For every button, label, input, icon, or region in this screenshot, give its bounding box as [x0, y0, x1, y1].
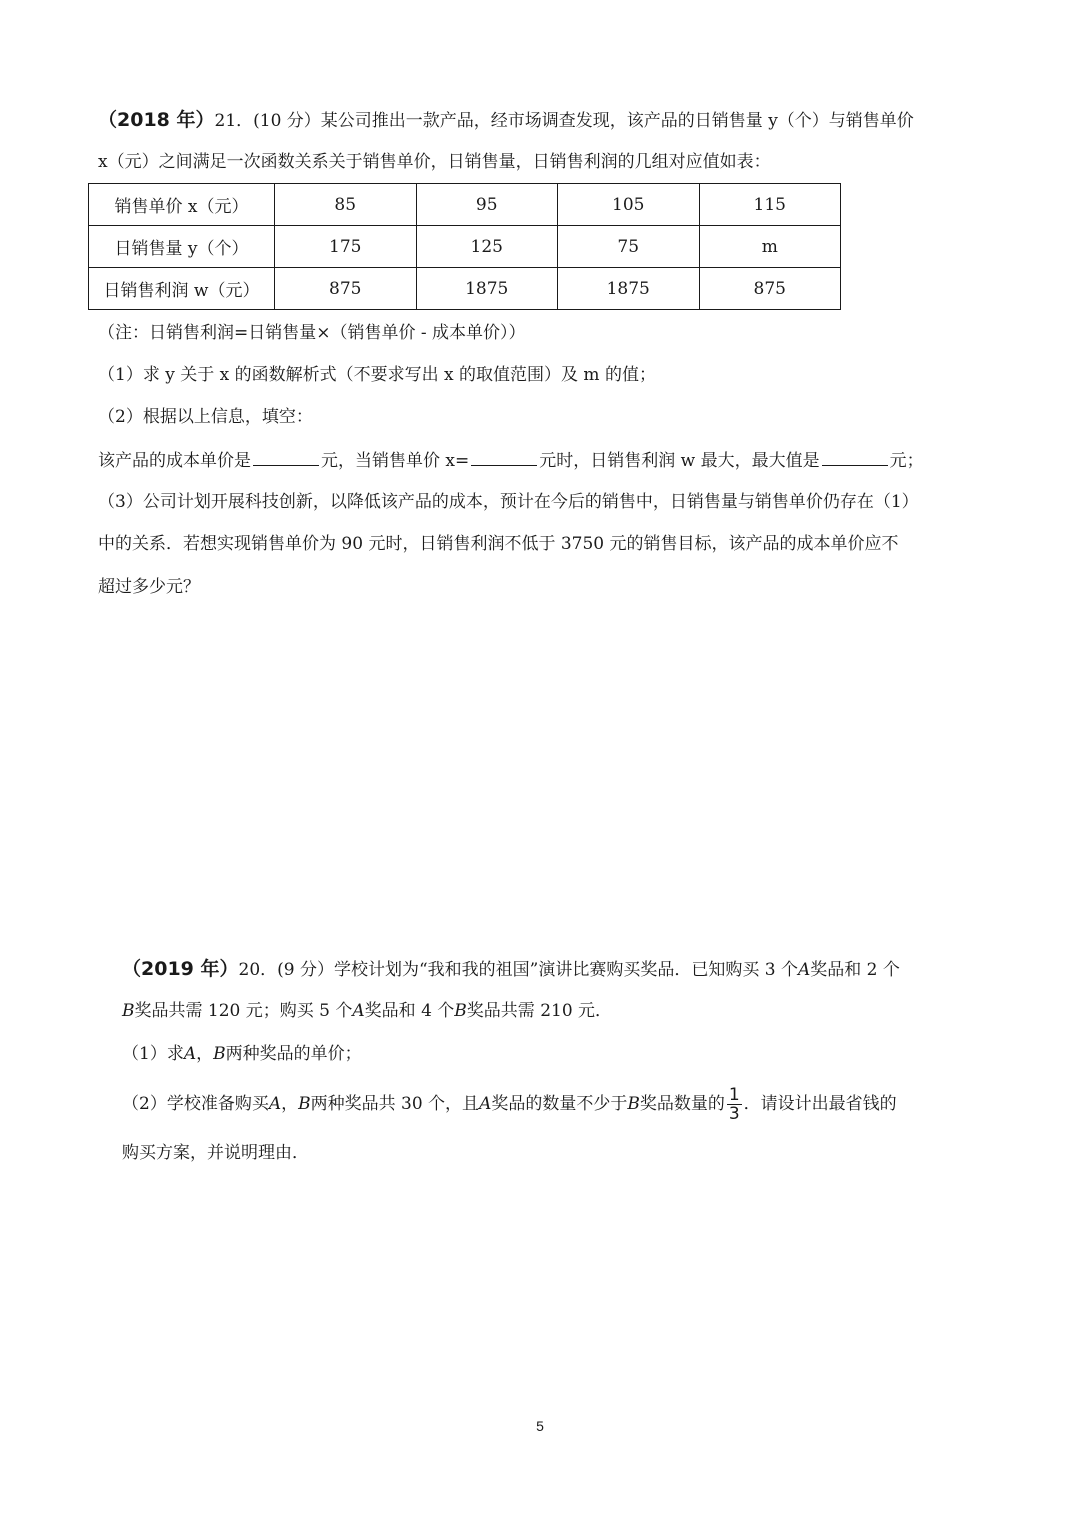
q2018-note: （注：日销售利润=日销售量×（销售单价 - 成本单价））: [98, 323, 526, 343]
var-A: A: [352, 1001, 365, 1021]
fraction-one-third: [727, 1086, 742, 1123]
q2018-intro-line2: x（元）之间满足一次函数关系关于销售单价，日销售量，日销售利润的几组对应值如表：: [98, 152, 771, 172]
row-header-sales: 日销售量 y（个）: [89, 226, 275, 268]
answer-blank-cost: [253, 448, 319, 466]
q2019-text: 奖品和 2 个: [810, 960, 900, 980]
page-number: 5: [536, 1418, 544, 1434]
fraction-numerator: 1: [728, 1085, 740, 1105]
var-A: A: [479, 1094, 492, 1114]
q2019-text: 20．(9 分）学校计划为“我和我的祖国”演讲比赛购买奖品．已知购买 3 个: [238, 960, 798, 980]
var-B: B: [298, 1094, 311, 1114]
q2019-text: 两种奖品的单价；: [225, 1044, 362, 1064]
q2018-part3-line1: （3）公司计划开展科技创新，以降低该产品的成本，预计在今后的销售中，日销售量与销售单价仍存在（1）: [98, 492, 919, 512]
q2018-fill-line: [98, 448, 924, 473]
table-cell: 95: [416, 184, 558, 226]
var-A: A: [798, 960, 811, 980]
q2019-text: 奖品共需 210 元．: [466, 1001, 613, 1021]
fill-text-a: 该产品的成本单价是: [98, 451, 251, 471]
q2019-text: 两种奖品共 30 个，且: [310, 1094, 480, 1114]
q2018-part3-line2: 中的关系．若想实现销售单价为 90 元时，日销售利润不低于 3750 元的销售目标，该产品的成本单价应不: [98, 534, 899, 554]
q2019-text: 奖品的数量不少于: [491, 1094, 628, 1114]
q2018-data-table: [88, 183, 841, 310]
table-row: [89, 184, 841, 226]
row-header-price: 销售单价 x（元）: [89, 184, 275, 226]
var-B: B: [454, 1001, 467, 1021]
q2019-text: 奖品和 4 个: [364, 1001, 455, 1021]
fill-text-d: 元；: [889, 451, 924, 471]
var-B: B: [213, 1044, 226, 1064]
q2019-text: （2）学校准备购买: [122, 1094, 269, 1114]
table-row: [89, 268, 841, 310]
fill-text-c: 元时，日销售利润 w 最大，最大值是: [539, 451, 820, 471]
table-row: [89, 226, 841, 268]
q2019-text: ，: [196, 1044, 214, 1064]
q2019-text: ．请设计出最省钱的: [743, 1094, 897, 1114]
q2019-text: 奖品共需 120 元；购买 5 个: [134, 1001, 353, 1021]
q2019-line2: [122, 999, 612, 1023]
q2019-part2-line1: [122, 1086, 897, 1123]
table-cell: 115: [699, 184, 841, 226]
q2019-text: ，: [281, 1094, 299, 1114]
table-cell: 85: [275, 184, 417, 226]
table-cell: 1875: [558, 268, 700, 310]
table-cell: 1875: [416, 268, 558, 310]
q2018-intro-line1: [98, 108, 914, 133]
q2019-part2-line2: 购买方案，并说明理由．: [122, 1143, 309, 1163]
q2019-year: （2019 年）: [122, 958, 239, 980]
table-cell: m: [699, 226, 841, 268]
var-A: A: [268, 1094, 282, 1114]
q2019-text: 奖品数量的: [639, 1094, 725, 1114]
q2018-part1: （1）求 y 关于 x 的函数解析式（不要求写出 x 的取值范围）及 m 的值；: [98, 365, 656, 385]
row-header-profit: 日销售利润 w（元）: [89, 268, 275, 310]
var-B: B: [627, 1094, 640, 1114]
answer-blank-max: [822, 448, 888, 466]
table-cell: 875: [699, 268, 841, 310]
table-cell: 175: [275, 226, 417, 268]
table-cell: 875: [275, 268, 417, 310]
table-cell: 75: [558, 226, 700, 268]
fill-text-b: 元，当销售单价 x=: [321, 451, 470, 471]
q2018-part3-line3: 超过多少元？: [98, 577, 200, 597]
var-A: A: [183, 1044, 197, 1064]
fraction-denominator: 3: [728, 1104, 740, 1124]
q2019-line1: [122, 957, 900, 982]
q2019-text: （1）求: [122, 1044, 184, 1064]
q2018-part2: （2）根据以上信息，填空：: [98, 407, 313, 427]
table-cell: 105: [558, 184, 700, 226]
table-cell: 125: [416, 226, 558, 268]
answer-blank-price: [471, 448, 537, 466]
q2018-intro-1: 21．(10 分）某公司推出一款产品，经市场调查发现，该产品的日销售量 y（个）与销售单价: [214, 111, 914, 131]
var-B: B: [122, 1001, 135, 1021]
q2019-part1: [122, 1042, 362, 1066]
q2018-year: （2018 年）: [98, 109, 215, 131]
